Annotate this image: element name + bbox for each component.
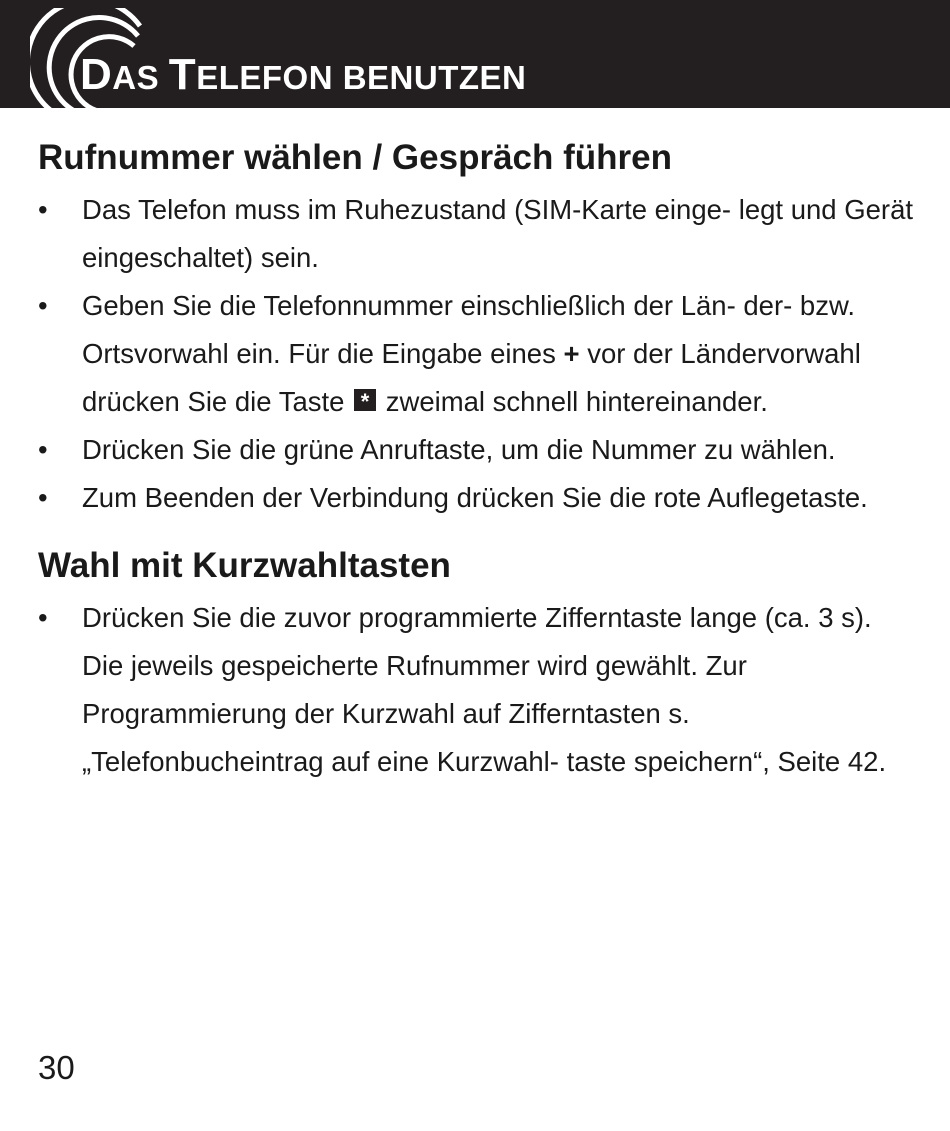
main-content (38, 134, 918, 786)
list-item (38, 282, 918, 426)
list-item-text: vor der Ländervorwahl drücken Sie die Taste (82, 338, 861, 417)
page-header-title: DAS TELEFON BENUTZEN (80, 50, 527, 99)
list-item-text: Drücken Sie die grüne Anruftaste, um die Nummer zu wählen. (82, 434, 836, 465)
list-item (38, 186, 918, 282)
list-item-text: Drücken Sie die zuvor programmierte Zifferntaste lange (ca. 3 s). Die jeweils gespeicherte Rufnummer wird gewählt. Zur Programmierung der Kurzwahl auf Zifferntasten s. „Telefonbucheintrag auf eine Kurzwahl- taste speichern“, Seite 42. (82, 602, 887, 777)
header-band (0, 0, 950, 108)
list-item-text: Zum Beenden der Verbindung drücken Sie die rote Auflegetaste. (82, 482, 868, 513)
bullet: • (38, 482, 48, 513)
list-item (38, 594, 918, 786)
dialing-list (38, 186, 918, 522)
bullet: • (38, 434, 48, 465)
section-heading-speed-dial: Wahl mit Kurzwahltasten (38, 546, 451, 585)
bullet: • (38, 290, 48, 321)
star-key-icon: * (354, 389, 376, 411)
list-item-text: Das Telefon muss im Ruhezustand (SIM-Karte einge- legt und Gerät eingeschaltet) sein. (82, 194, 914, 273)
plus-symbol: + (563, 338, 580, 369)
section-heading-dialing: Rufnummer wählen / Gespräch führen (38, 138, 672, 177)
list-item-text: Geben Sie die Telefonnummer einschließlich der Län- der- bzw. Ortsvorwahl ein. Für die Eingabe eines (82, 290, 855, 369)
speed-dial-list (38, 594, 918, 786)
bullet: • (38, 194, 48, 225)
list-item (38, 426, 918, 474)
list-item-text: zweimal schnell hintereinander. (378, 386, 768, 417)
bullet: • (38, 602, 48, 633)
page-number: 30 (38, 1049, 75, 1086)
list-item (38, 474, 918, 522)
